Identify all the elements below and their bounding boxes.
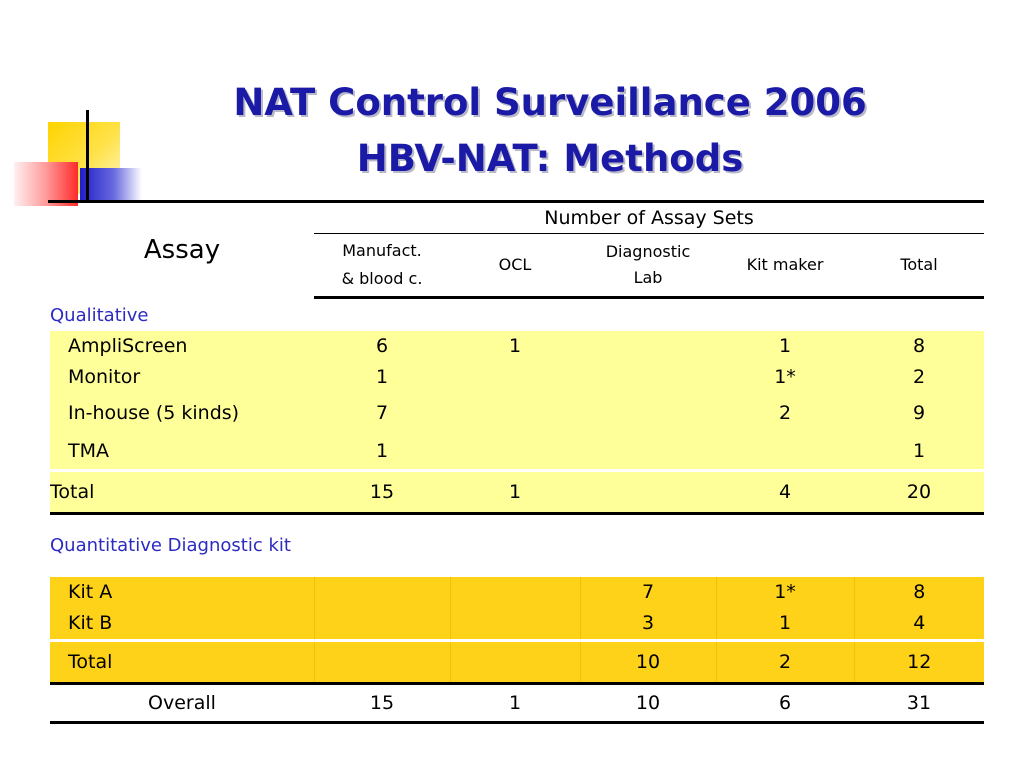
cell-manufact [314,608,450,641]
cell-diag [580,433,716,471]
assay-sets-group-header: Number of Assay Sets [314,203,984,234]
cell-manufact: 6 [314,331,450,362]
cell-manufact: 15 [314,684,450,723]
row-name: In-house (5 kinds) [50,393,314,433]
table-row [50,362,984,393]
cell-ocl: 1 [450,471,580,514]
row-name: Total [50,471,314,514]
manufact-column-header [314,234,450,298]
cell-total: 1 [854,433,984,471]
diagnostic-lab-column-header [580,234,716,298]
manufact-header-line-2: & blood c. [341,269,423,288]
cell-total: 20 [854,471,984,514]
table-row [50,331,984,362]
cell-manufact [314,641,450,684]
cell-manufact: 1 [314,433,450,471]
cell-diag: 10 [580,684,716,723]
cell-kitmaker: 6 [716,684,854,723]
cell-total: 8 [854,577,984,608]
table-row-total [50,471,984,514]
table-row [50,393,984,433]
decorative-blue-bar [80,168,142,200]
cell-total: 31 [854,684,984,723]
section-label-qualitative: Qualitative [50,304,149,326]
assay-methods-table [50,203,984,724]
row-name: Kit B [50,608,314,641]
cell-ocl [450,433,580,471]
table-row-total [50,641,984,684]
table-row-overall [50,684,984,723]
cell-diag [580,393,716,433]
row-name: Kit A [50,577,314,608]
cell-kitmaker: 2 [716,393,854,433]
kit-maker-column-header: Kit maker [716,234,854,298]
decorative-vertical-line [86,110,89,202]
row-name: Total [50,641,314,684]
slide-title-line-2: HBV-NAT: Methods [356,137,744,180]
cell-kitmaker: 1 [716,608,854,641]
cell-kitmaker: 1* [716,577,854,608]
cell-diag: 7 [580,577,716,608]
cell-ocl [450,608,580,641]
cell-manufact: 1 [314,362,450,393]
total-column-header: Total [854,234,984,298]
cell-ocl [450,362,580,393]
row-name: Monitor [50,362,314,393]
cell-kitmaker: 1 [716,331,854,362]
cell-diag: 3 [580,608,716,641]
cell-manufact: 15 [314,471,450,514]
table-row [50,577,984,608]
table-row [50,608,984,641]
cell-total: 4 [854,608,984,641]
cell-total: 12 [854,641,984,684]
cell-total: 2 [854,362,984,393]
diag-header-line-1: Diagnostic [605,242,691,261]
cell-ocl [450,641,580,684]
cell-total: 8 [854,331,984,362]
table-row [50,433,984,471]
manufact-header-line-1: Manufact. [342,241,422,260]
cell-diag [580,331,716,362]
cell-ocl: 1 [450,684,580,723]
cell-ocl [450,577,580,608]
diag-header-line-2: Lab [633,268,663,287]
cell-kitmaker [716,433,854,471]
row-name: TMA [50,433,314,471]
cell-diag [580,471,716,514]
ocl-column-header: OCL [450,234,580,298]
cell-manufact [314,577,450,608]
cell-kitmaker: 4 [716,471,854,514]
cell-manufact: 7 [314,393,450,433]
cell-ocl [450,393,580,433]
slide-title-line-1: NAT Control Surveillance 2006 [233,81,867,124]
cell-diag: 10 [580,641,716,684]
row-name: Overall [50,684,314,723]
cell-diag [580,362,716,393]
cell-ocl: 1 [450,331,580,362]
assay-column-header: Assay [143,235,221,266]
section-label-quantitative: Quantitative Diagnostic kit [50,535,291,556]
cell-kitmaker: 2 [716,641,854,684]
row-name: AmpliScreen [50,331,314,362]
cell-total: 9 [854,393,984,433]
cell-kitmaker: 1* [716,362,854,393]
